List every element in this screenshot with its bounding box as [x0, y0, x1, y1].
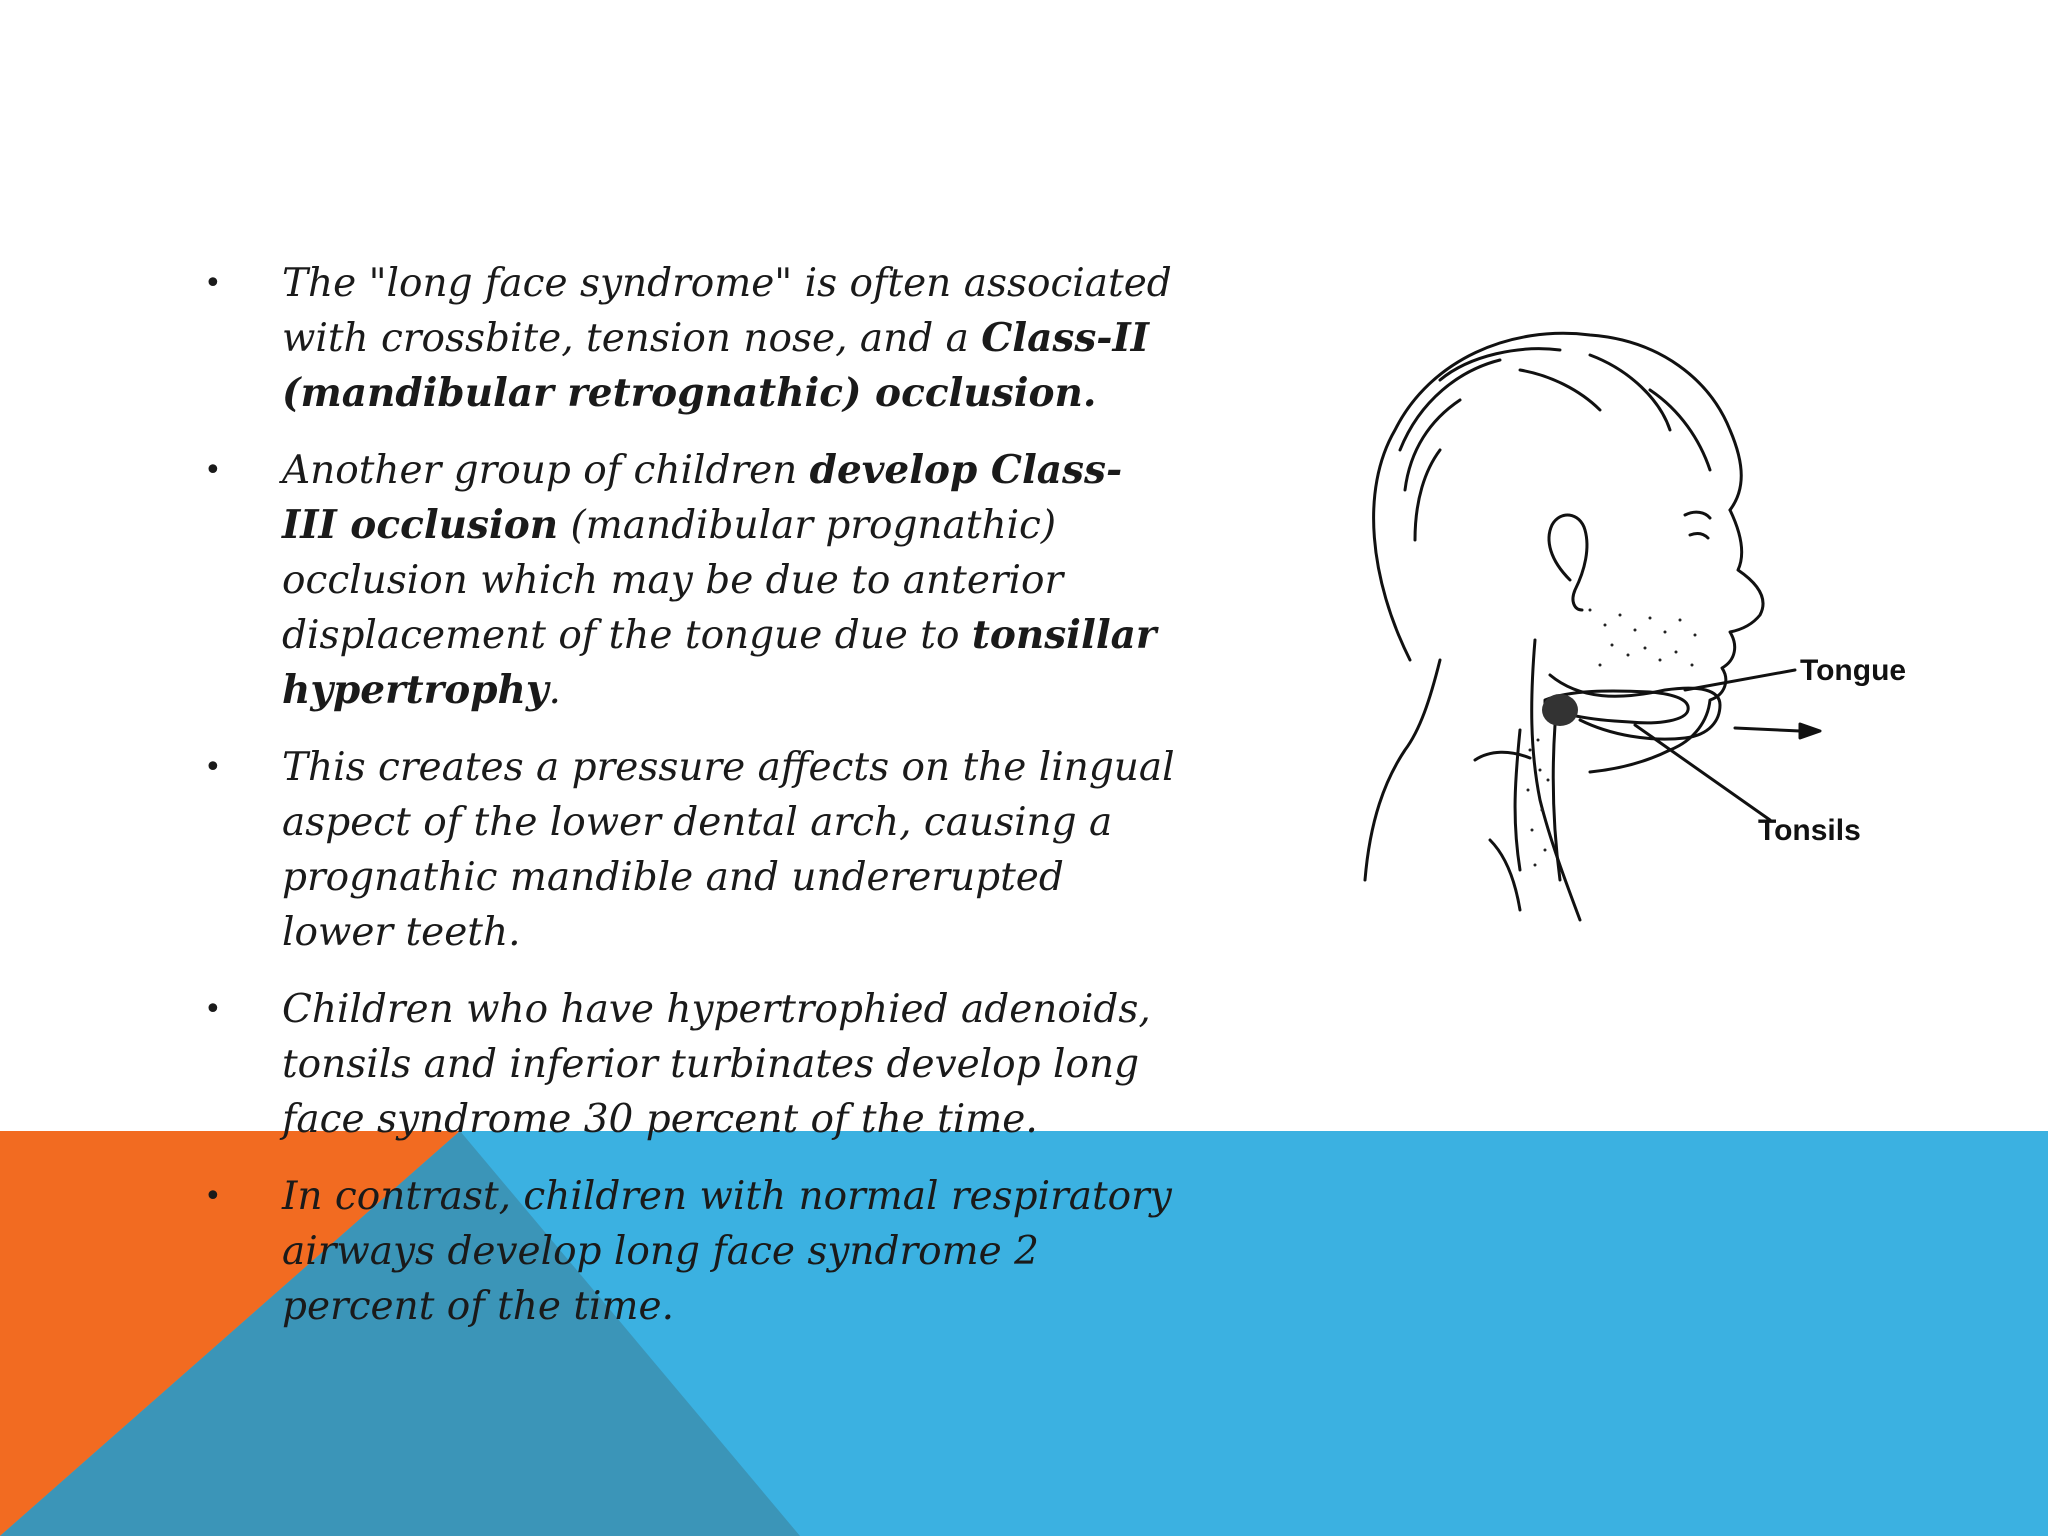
bullet-marker: • [204, 453, 222, 488]
bullet-item [196, 982, 1176, 1147]
tongue-pointer [1685, 670, 1795, 690]
bold-phrase: tonsillar hypertrophy [282, 612, 1157, 713]
shoulder [1475, 752, 1530, 760]
neck-front [1532, 640, 1580, 920]
text-run: In contrast, children with normal respiratory airways develop long face syndrome 2 percent of the time. [282, 1174, 1172, 1329]
bullet-text [282, 987, 1151, 1142]
text-run: Another group of children [282, 448, 810, 493]
text-run: Children who have hypertrophied adenoids, tonsils and inferior turbinates develop long face syndrome 30 percent of the time. [282, 987, 1151, 1142]
bold-phrase: Class-II (mandibular retrognathic) occlusion. [282, 315, 1149, 416]
bullet-item [196, 1169, 1176, 1334]
bullet-item [196, 256, 1176, 421]
arrow-head [1800, 724, 1820, 738]
label-tonsils: Tonsils [1758, 814, 1861, 847]
bullet-item [196, 740, 1176, 960]
bullet-text [282, 745, 1175, 955]
arrow-line [1735, 728, 1800, 731]
collar [1490, 840, 1520, 910]
label-tongue: Tongue [1800, 654, 1907, 687]
neck-back [1365, 660, 1440, 880]
brow [1685, 512, 1710, 518]
bullet-list [196, 256, 1176, 1356]
text-run: (mandibular prognathic) occlusion which may be due to anterior displacement of the tongue due to [282, 503, 1064, 658]
bullet-item [196, 443, 1176, 718]
bullet-marker: • [204, 992, 222, 1027]
bullet-marker: • [204, 1179, 222, 1214]
bullet-text [282, 1174, 1172, 1329]
bullet-marker: • [204, 750, 222, 785]
text-run: The "long face syndrome" is often associated with crossbite, tension nose, and a [282, 261, 1172, 361]
bold-phrase: develop Class-III occlusion [282, 447, 1123, 548]
tonsils-mass [1542, 694, 1578, 726]
child-profile-tongue-tonsils-illustration [1290, 280, 1950, 940]
tonsils-pointer [1635, 725, 1770, 820]
eye [1690, 534, 1708, 538]
ear [1549, 515, 1587, 610]
bullet-marker: • [204, 266, 222, 301]
airway [1515, 725, 1560, 880]
text-run: . [548, 668, 561, 713]
bullet-text [282, 261, 1172, 416]
bullet-text [282, 448, 1156, 713]
hair-strands [1400, 349, 1710, 540]
text-run: This creates a pressure affects on the lingual aspect of the lower dental arch, causing a prognathic mandible and undererupted lower teeth. [282, 745, 1175, 955]
